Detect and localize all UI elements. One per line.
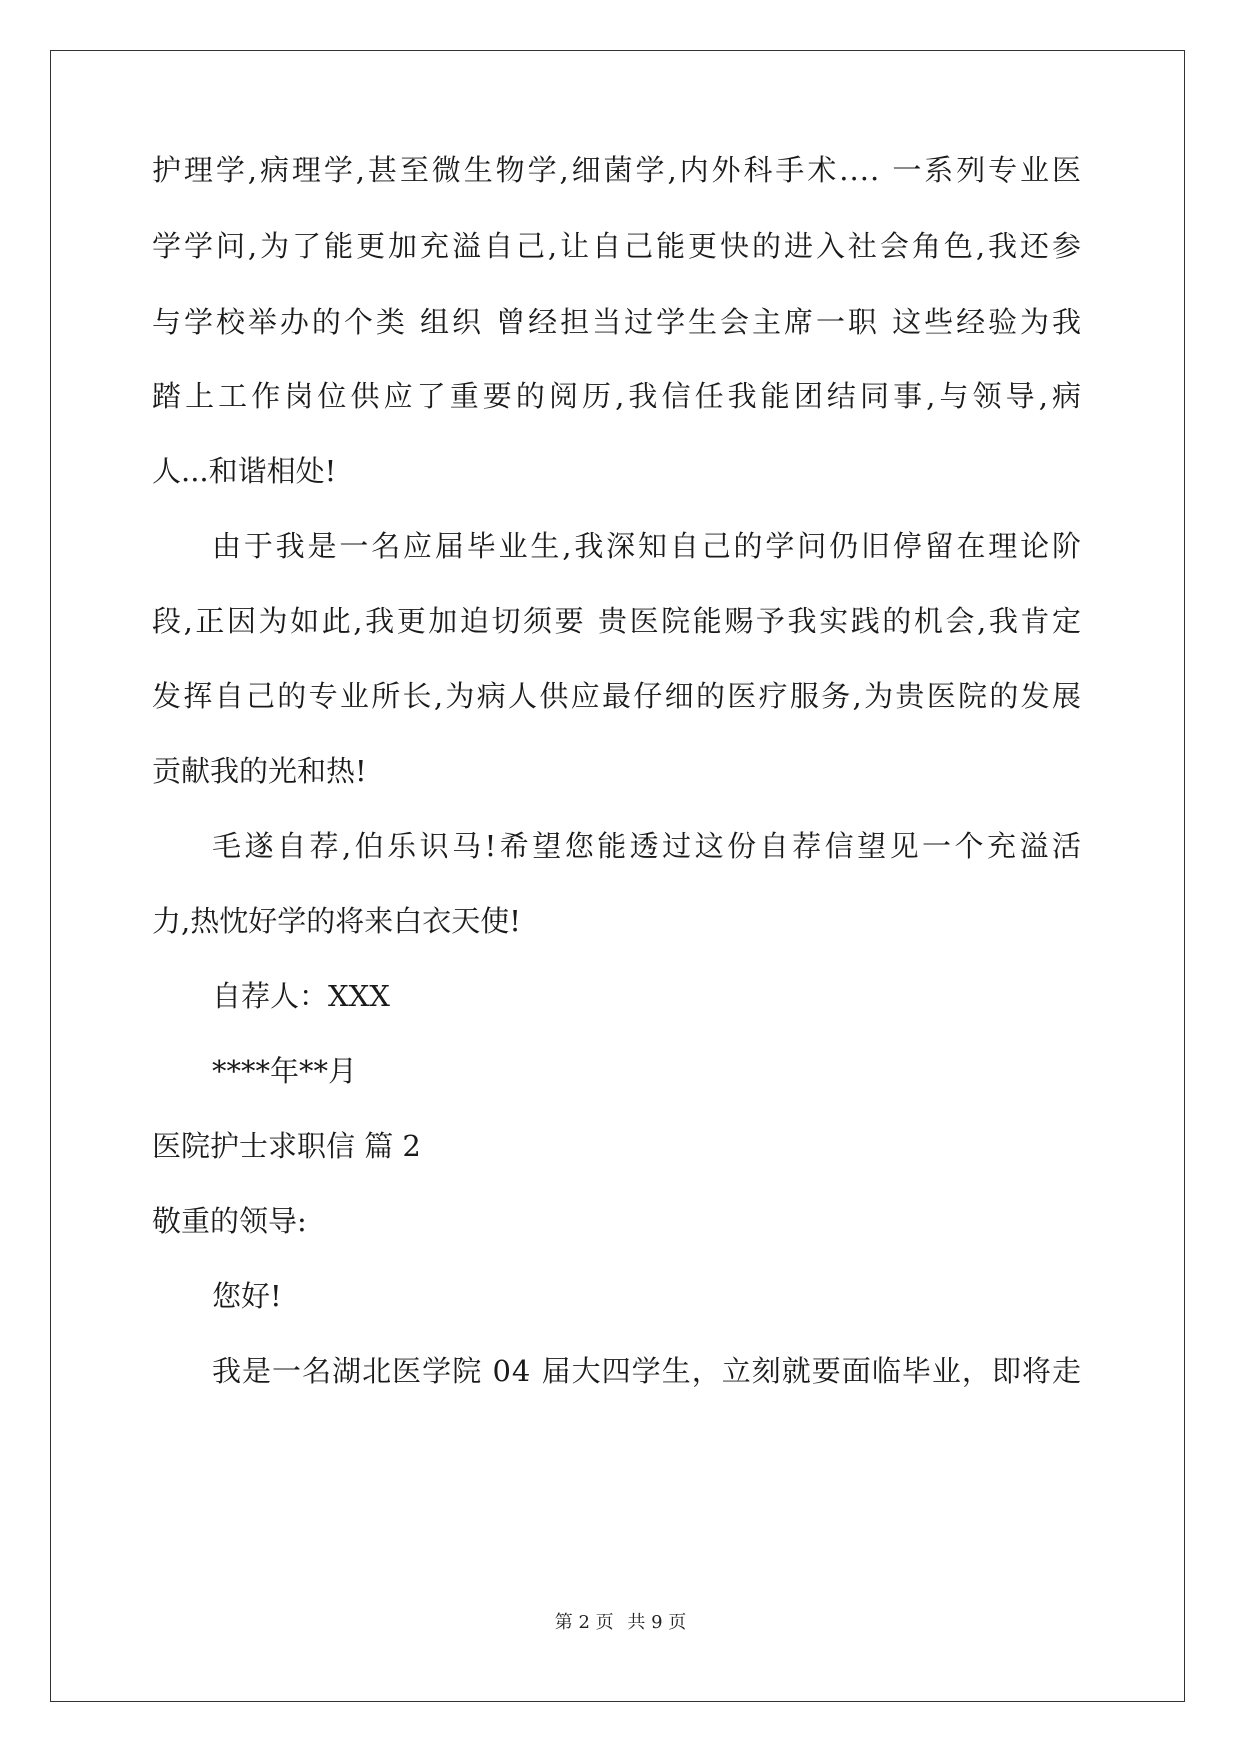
body-line-10: 毛遂自荐,伯乐识马!希望您能透过这份自荐信望见一个充溢活 [212, 829, 1082, 863]
body-line-11: 力,热忱好学的将来白衣天使! [152, 904, 521, 938]
salutation: 敬重的领导: [152, 1204, 307, 1238]
page-footer [0, 1611, 1241, 1635]
body-line-17: 我是一名湖北医学院 04 届大四学生，立刻就要面临毕业，即将走 [212, 1354, 1082, 1388]
body-line-3: 与学校举办的个类 组织 曾经担当过学生会主席一职 这些经验为我 [152, 305, 1082, 339]
greeting: 您好! [212, 1279, 282, 1313]
signature-line: 自荐人：XXX [212, 979, 390, 1013]
page-border [50, 50, 1185, 1702]
body-line-7: 段,正因为如此,我更加迫切须要 贵医院能赐予我实践的机会,我肯定 [152, 604, 1082, 638]
body-line-9: 贡献我的光和热! [152, 754, 367, 788]
body-line-8: 发挥自己的专业所长,为病人供应最仔细的医疗服务,为贵医院的发展 [152, 679, 1082, 713]
date-line: ****年**月 [212, 1054, 358, 1088]
body-line-4: 踏上工作岗位供应了重要的阅历,我信任我能团结同事,与领导,病 [152, 379, 1082, 413]
body-line-2: 学学问,为了能更加充溢自己,让自己能更快的进入社会角色,我还参 [152, 229, 1082, 263]
section-heading: 医院护士求职信 篇 2 [152, 1129, 421, 1163]
page-number: 第 2 页 [554, 1612, 614, 1633]
body-line-6: 由于我是一名应届毕业生,我深知自己的学问仍旧停留在理论阶 [212, 529, 1082, 563]
page-total: 共 9 页 [627, 1612, 687, 1633]
body-line-1: 护理学,病理学,甚至微生物学,细菌学,内外科手术.... 一系列专业医 [152, 153, 1082, 187]
body-line-5: 人...和谐相处! [152, 454, 337, 488]
